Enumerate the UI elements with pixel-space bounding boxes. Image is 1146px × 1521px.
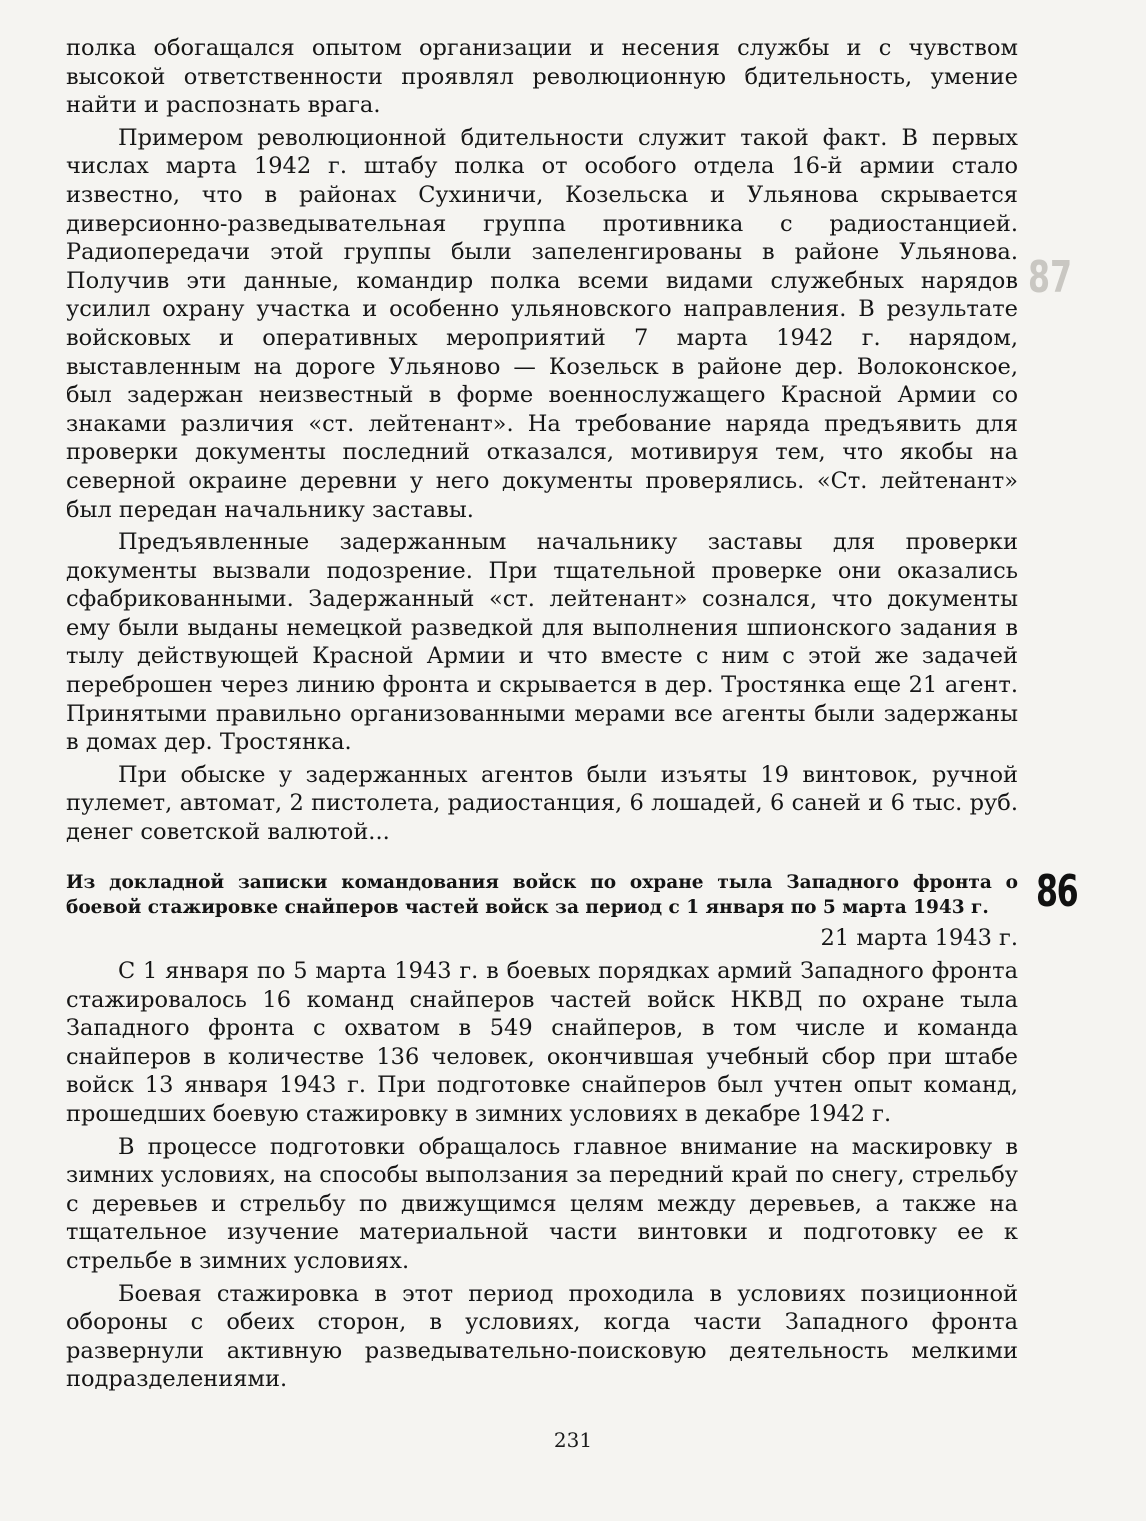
document-number: 86 (1036, 866, 1078, 917)
document-paragraph-2: В процессе подготовки обращалось главное внимание на маскировку в зимних условиях, на способы выползания за передний край по снегу, стрельбу с деревьев и стрельбу по движущимся целям между деревьев, а также на тщательное изучение материальной части винтовки и подготовку ее к стрельбе в зимних условиях. (66, 1133, 1018, 1274)
bleed-through-document-number: 87 (1028, 252, 1073, 303)
paragraph-1: полка обогащался опытом организации и несения службы и с чувством высокой ответственности проявлял революционную бдительность, умение найти и распознать врага. (66, 35, 1018, 119)
document-title: Из докладной записки командования войск по охране тыла Западного фронта о боевой стажировке снайперов частей войск за период с 1 января по 5 марта 1943 г. (66, 872, 1018, 918)
document-date: 21 марта 1943 г. (820, 925, 1018, 951)
page-number: 231 (553, 1428, 593, 1452)
document-body (66, 957, 1018, 1394)
paragraph-3: Предъявленные задержанным начальнику заставы для проверки документы вызвали подозрение. При тщательной проверке они оказались сфабрикованными. Задержанный «ст. лейтенант» сознался, что документы ему были выданы немецкой разведкой для выполнения шпионского задания в тылу действующей Красной Армии и что вместе с ним с этой же задачей переброшен через линию фронта и скрывается в дер. Тростянка еще 21 агент. Принятыми правильно организованными мерами все агенты были задержаны в домах дер. Тростянка. (66, 529, 1018, 756)
document-paragraph-3: Боевая стажировка в этот период проходила в условиях позиционной обороны с обеих сторон, в условиях, когда части Западного фронта развернули активную разведывательно-поисковую деятельность мелкими подразделениями. (66, 1280, 1018, 1393)
document-paragraph-1: С 1 января по 5 марта 1943 г. в боевых порядках армий Западного фронта стажировалось 16 команд снайперов частей войск НКВД по охране тыла Западного фронта с охватом в 549 снайперов, в том числе и команда снайперов в количестве 136 человек, окончившая учебный сбор при штабе войск 13 января 1943 г. При подготовке снайперов был учтен опыт команд, прошедших боевую стажировку в зимних условиях в декабре 1942 г. (66, 958, 1018, 1127)
paragraph-4: При обыске у задержанных агентов были изъяты 19 винтовок, ручной пулемет, автомат, 2 пистолета, радиостанция, 6 лошадей, 6 саней и 6 тыс. руб. денег советской валютой... (66, 761, 1018, 846)
paragraph-2: Примером революционной бдительности служит такой факт. В первых числах марта 1942 г. штабу полка от особого отдела 16-й армии стало известно, что в районах Сухиничи, Козельска и Ульянова скрывается диверсионно-разведывательная группа противника с радиостанцией. Радиопередачи этой группы были запеленгированы в районе Ульянова. Получив эти данные, командир полка всеми видами служебных нарядов усилил охрану участка и особенно ульяновского направления. В результате войсковых и оперативных мероприятий 7 марта 1942 г. нарядом, выставленным на дороге Ульяново — Козельск в районе дер. Волоконское, был задержан неизвестный в форме военнослужащего Красной Армии со знаками различия «ст. лейтенант». На требование наряда предъявить для проверки документы последний отказался, мотивируя тем, что якобы на северной окраине деревни у него документы проверялись. «Ст. лейтенант» был передан начальнику заставы. (66, 124, 1018, 523)
previous-document-continuation (66, 34, 1018, 847)
